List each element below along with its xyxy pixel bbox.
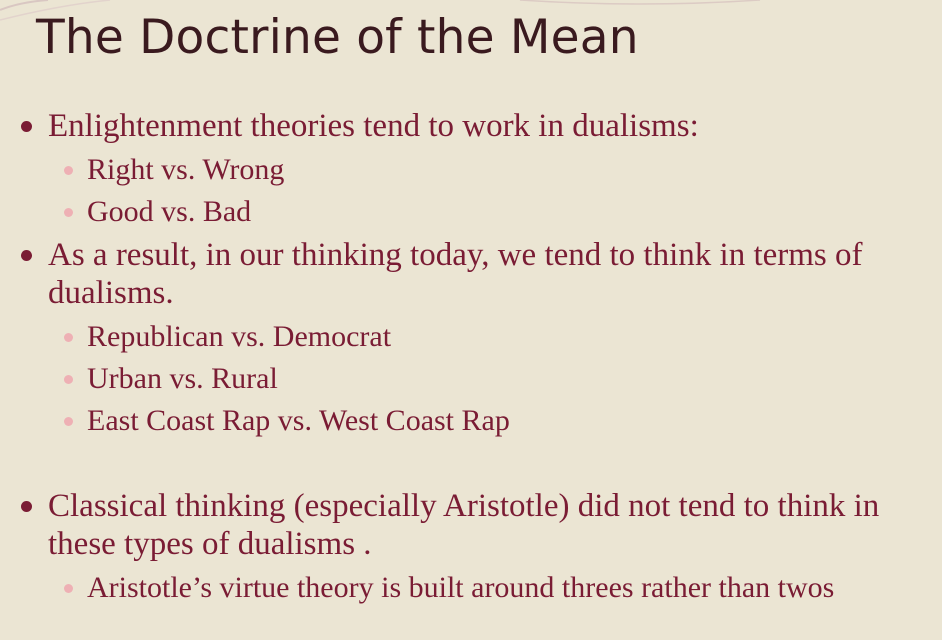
sub-bullet-1-1: Right vs. Wrong [87, 153, 927, 187]
slide-title: The Doctrine of the Mean [36, 10, 639, 65]
bullet-2: As a result, in our thinking today, we tend to think in terms of dualisms. [48, 236, 928, 312]
sub-bullet-2-2: Urban vs. Rural [87, 362, 927, 396]
bullet-1: Enlightenment theories tend to work in dualisms: [48, 107, 928, 145]
bullet-3: Classical thinking (especially Aristotle) did not tend to think in these types of dualisms . [48, 487, 928, 563]
sub-bullet-1-2: Good vs. Bad [87, 195, 927, 229]
sub-bullet-2-3: East Coast Rap vs. West Coast Rap [87, 404, 927, 438]
sub-bullet-3-1: Aristotle’s virtue theory is built around threes rather than twos [87, 571, 927, 605]
sub-bullet-2-1: Republican vs. Democrat [87, 320, 927, 354]
